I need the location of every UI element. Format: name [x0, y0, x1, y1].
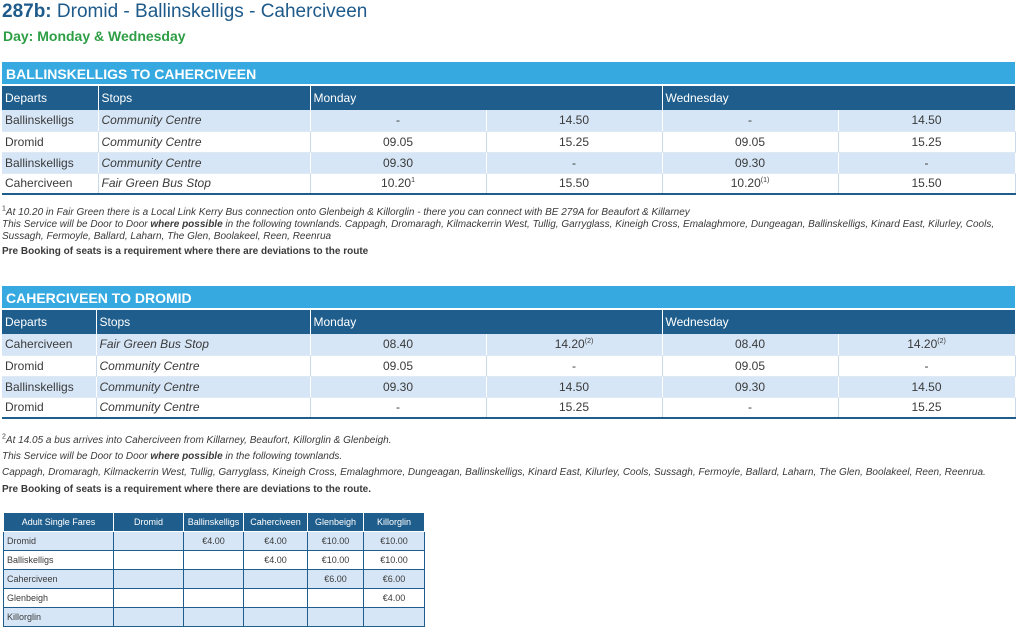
departure-time: 14.50 [838, 110, 1015, 131]
operating-days: Day: Monday & Wednesday [3, 28, 186, 44]
table-row [2, 152, 1015, 173]
route-name: Dromid - Ballinskelligs - Caherciveen [56, 1, 368, 22]
departure-place: Caherciveen [2, 334, 96, 355]
departure-time: - [662, 110, 838, 131]
fare-cell [308, 608, 364, 627]
fare-cell: €4.00 [244, 551, 308, 570]
table-row [2, 110, 1015, 131]
table-row [2, 173, 1015, 194]
departure-time: 09.30 [310, 152, 486, 173]
footnote-1: $^1$At 10.20 in Fair Green there is a Local Link Kerry Bus connection onto Glenbeigh & Killorglin - there you can connect with BE 279A for Beaufort & Killarney [2, 205, 690, 218]
fare-cell: €10.00 [308, 551, 364, 570]
prebooking-note: Pre Booking of seats is a requirement where there are deviations to the route [2, 246, 369, 257]
fares-col-header: Ballinskelligs [184, 513, 244, 532]
departure-time: 15.25 [838, 131, 1015, 152]
section-notes [2, 435, 1002, 496]
timetable-table [2, 86, 1016, 195]
departure-time: 14.50 [838, 376, 1015, 397]
fare-cell: €4.00 [184, 532, 244, 551]
fare-origin: Caherciveen [4, 570, 114, 589]
departure-place: Ballinskelligs [2, 152, 98, 173]
departure-time: 14.20$^{(2)}$ [486, 334, 662, 355]
fare-cell [114, 551, 184, 570]
table-header-row [2, 86, 1015, 110]
table-row [2, 131, 1015, 152]
fare-cell [244, 570, 308, 589]
fare-cell: €4.00 [364, 589, 425, 608]
fare-cell: €10.00 [364, 532, 425, 551]
section-notes [2, 207, 1002, 258]
departure-time: - [310, 397, 486, 418]
fares-row [4, 570, 425, 589]
departure-time: 15.25 [486, 131, 662, 152]
departure-time: 09.05 [662, 131, 838, 152]
route-title [2, 1, 367, 23]
departure-time: - [486, 355, 662, 376]
departure-time: 15.25 [486, 397, 662, 418]
departure-time: 09.05 [310, 355, 486, 376]
fare-cell: €6.00 [308, 570, 364, 589]
departure-time: 09.05 [310, 131, 486, 152]
departure-place: Caherciveen [2, 173, 98, 194]
fares-row [4, 551, 425, 570]
departure-time: 15.50 [486, 173, 662, 194]
departure-time: - [310, 110, 486, 131]
fares-row [4, 589, 425, 608]
fare-origin: Balliskelligs [4, 551, 114, 570]
col-departs: Departs [2, 86, 98, 110]
fare-cell [364, 608, 425, 627]
fares-col-header: Adult Single Fares [4, 513, 114, 532]
adult-single-fares-table [3, 512, 425, 627]
departure-time: - [838, 152, 1015, 173]
departure-time: 14.20$^{(2)}$ [838, 334, 1015, 355]
fares-col-header: Dromid [114, 513, 184, 532]
fare-origin: Killorglin [4, 608, 114, 627]
time-footnote-marker: 1 [411, 177, 415, 185]
time-footnote-marker: (2) [584, 338, 594, 346]
departure-time: 09.30 [310, 376, 486, 397]
fares-row [4, 608, 425, 627]
table-header-row [2, 310, 1015, 334]
col-departs: Departs [2, 310, 96, 334]
timetable-table [2, 310, 1016, 419]
fare-cell: €4.00 [244, 532, 308, 551]
fare-cell [114, 570, 184, 589]
fares-row [4, 532, 425, 551]
table-row [2, 376, 1015, 397]
departure-place: Dromid [2, 397, 96, 418]
fare-cell [308, 589, 364, 608]
fare-origin: Glenbeigh [4, 589, 114, 608]
fare-cell: €10.00 [308, 532, 364, 551]
departure-time: 15.25 [838, 397, 1015, 418]
fare-cell [184, 589, 244, 608]
fare-cell: €10.00 [364, 551, 425, 570]
col-stops: Stops [96, 310, 310, 334]
stop-name: Community Centre [96, 397, 310, 418]
door-to-door-note: This Service will be Door to Door where possible in the following townlands. [2, 451, 343, 462]
fare-cell [184, 551, 244, 570]
departure-place: Ballinskelligs [2, 110, 98, 131]
fare-cell [114, 532, 184, 551]
departure-time: 10.20$^1$ [310, 173, 486, 194]
fare-cell [114, 589, 184, 608]
departure-time: 14.50 [486, 110, 662, 131]
departure-time: 10.20$^{(1)}$ [662, 173, 838, 194]
col-monday: Monday [310, 86, 662, 110]
fares-col-header: Caherciveen [244, 513, 308, 532]
departure-time: 09.05 [662, 355, 838, 376]
departure-time: 09.30 [662, 376, 838, 397]
col-stops: Stops [98, 86, 310, 110]
timetable-ballinskelligs-to-caherciveen [2, 62, 1015, 195]
fares-col-header: Killorglin [364, 513, 425, 532]
fare-cell: €6.00 [364, 570, 425, 589]
stop-name: Community Centre [98, 152, 310, 173]
time-footnote-marker: (2) [937, 338, 946, 346]
section-title: CAHERCIVEEN TO DROMID [2, 286, 1015, 310]
col-wednesday: Wednesday [662, 310, 1015, 334]
fare-cell [244, 608, 308, 627]
fares-header-row [4, 513, 425, 532]
departure-time: 14.50 [486, 376, 662, 397]
table-row [2, 397, 1015, 418]
timetable-caherciveen-to-dromid [2, 286, 1015, 419]
route-number: 287b: [2, 1, 52, 22]
stop-name: Community Centre [98, 131, 310, 152]
fare-cell [244, 589, 308, 608]
fare-cell [114, 608, 184, 627]
stop-name: Fair Green Bus Stop [96, 334, 310, 355]
fare-cell [184, 608, 244, 627]
col-wednesday: Wednesday [662, 86, 1015, 110]
fare-cell [184, 570, 244, 589]
footnote-2: $^2$At 14.05 a bus arrives into Caherciveen from Killarney, Beaufort, Killorglin & Glenbeigh. [2, 433, 392, 446]
townlands-list: Cappagh, Dromaragh, Kilmackerrin West, Tullig, Garryglass, Kineigh Cross, Emalaghmore, Dungeagan, Ballinskelligs, Kinard East, Kilurley, Cools, Sussagh, Fermoyle, Ballard, Laharn, The Glen, Boolakeel, Reen, Reenrua. [2, 467, 986, 478]
section-title: BALLINSKELLIGS TO CAHERCIVEEN [2, 62, 1015, 86]
stop-name: Community Centre [96, 376, 310, 397]
table-row [2, 334, 1015, 355]
departure-time: 08.40 [662, 334, 838, 355]
departure-time: - [838, 355, 1015, 376]
departure-time: - [486, 152, 662, 173]
departure-place: Ballinskelligs [2, 376, 96, 397]
table-row [2, 355, 1015, 376]
fare-origin: Dromid [4, 532, 114, 551]
departure-time: 15.50 [838, 173, 1015, 194]
time-footnote-marker: (1) [760, 177, 770, 185]
stop-name: Fair Green Bus Stop [98, 173, 310, 194]
door-to-door-note: This Service will be Door to Door where possible in the following townlands. Cappagh, Dromaragh, Kilmackerrin West, Tullig, Garryglass, Kineigh Cross, Emalaghmore, Dungeagan, Ballinskelligs, Kinard East, Kilurley, Cools, Sussagh, Fermoyle, Ballard, Laharn, The Glen, Boolakeel, Reen, Reenrua [2, 219, 995, 242]
stop-name: Community Centre [96, 355, 310, 376]
stop-name: Community Centre [98, 110, 310, 131]
departure-time: - [662, 397, 838, 418]
fares-col-header: Glenbeigh [308, 513, 364, 532]
departure-place: Dromid [2, 355, 96, 376]
departure-time: 08.40 [310, 334, 486, 355]
departure-place: Dromid [2, 131, 98, 152]
col-monday: Monday [310, 310, 662, 334]
prebooking-note: Pre Booking of seats is a requirement where there are deviations to the route. [2, 484, 371, 495]
departure-time: 09.30 [662, 152, 838, 173]
